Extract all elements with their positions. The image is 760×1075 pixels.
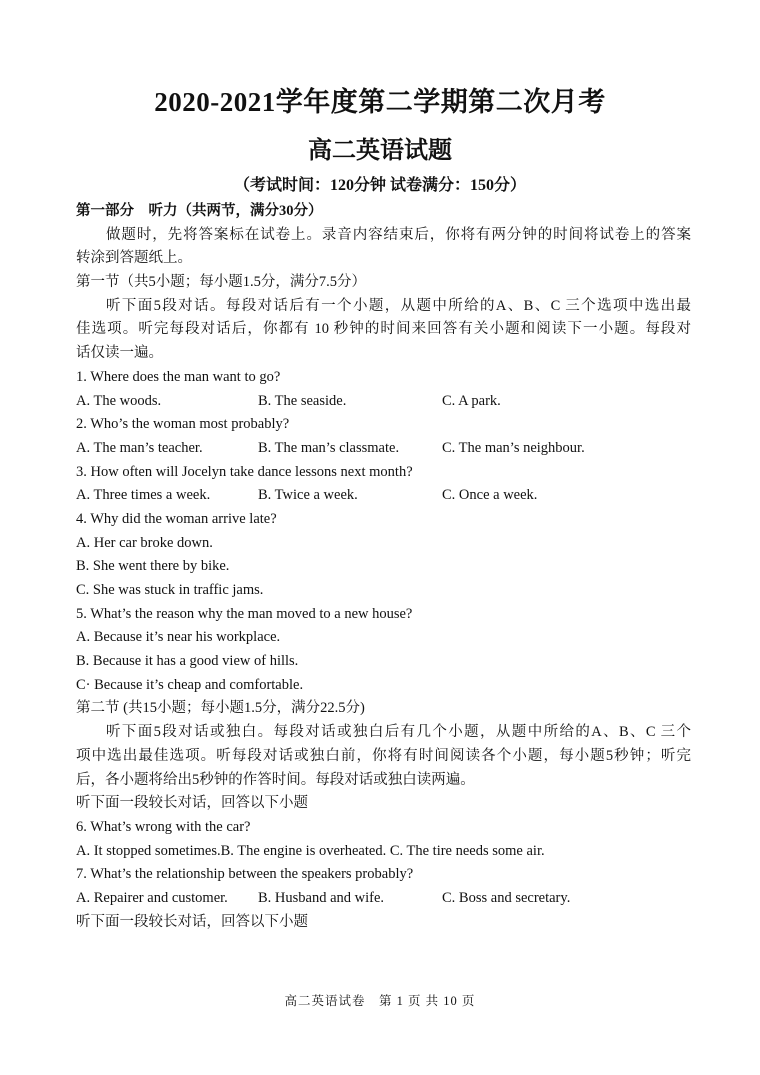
- section1-instr-line-2: 佳选项。听完每段对话后，你都有 10 秒钟的时间来回答有关小题和阅读下一小题。每段对: [76, 321, 691, 338]
- page-footer: 高二英语试卷 第 1 页 共 10 页: [284, 994, 476, 1008]
- options-q1: [76, 390, 691, 414]
- question-4: 4. Why did the woman arrive late?: [76, 510, 277, 527]
- option-a: A. Three times a week.: [76, 487, 211, 504]
- option-a: A. Because it’s near his workplace.: [76, 629, 281, 646]
- option-c: C. Once a week.: [442, 487, 538, 504]
- exam-info: （考试时间：120分钟 试卷满分：150分）: [233, 177, 526, 194]
- exam-subtitle: 高二英语试题: [308, 138, 452, 164]
- exam-title: 2020-2021学年度第二学期第二次月考: [154, 87, 606, 117]
- option-b: B. Husband and wife.: [258, 889, 385, 906]
- part1-intro-line-1: 做题时，先将答案标在试卷上。录音内容结束后，你将有两分钟的时间将试卷上的答案: [106, 226, 691, 243]
- option-c: C. Boss and secretary.: [442, 889, 571, 906]
- options-q6: A. It stopped sometimes.B. The engine is overheated. C. The tire needs some air.: [76, 842, 545, 859]
- option-c: C. A park.: [442, 392, 501, 409]
- question-1: 1. Where does the man want to go?: [76, 368, 281, 385]
- options-q3: [76, 484, 691, 508]
- part1-heading: 第一部分 听力（共两节，满分30分）: [76, 203, 323, 219]
- option-b: B. The man’s classmate.: [258, 439, 400, 456]
- options-q2: [76, 437, 691, 461]
- option-c: C. She was stuck in traffic jams.: [76, 582, 264, 598]
- options-q7: [76, 887, 691, 911]
- option-a: A. Repairer and customer.: [76, 889, 228, 906]
- section1-instr-line-3: 话仅读一遍。: [76, 345, 163, 362]
- question-3: 3. How often will Jocelyn take dance lessons next month?: [76, 463, 413, 480]
- section2-instr-line-2: 项中选出最佳选项。听每段对话或独白前，你将有时间阅读各个小题，每小题5秒钟；听完: [76, 747, 691, 764]
- listen-prompt-2: 听下面一段较长对话，回答以下小题: [76, 913, 308, 930]
- section2-instr-line-1: 听下面5段对话或独白。每段对话或独白后有几个小题，从题中所给的A、B、C 三个: [106, 724, 691, 741]
- section2-instr-line-3: 后，各小题将给出5秒钟的作答时间。每段对话或独白读两遍。: [76, 771, 475, 788]
- option-a: A. The man’s teacher.: [76, 439, 203, 456]
- option-a: A. Her car broke down.: [76, 534, 213, 551]
- option-a: A. The woods.: [76, 392, 162, 409]
- section1-instr-line-1: 听下面5段对话。每段对话后有一个小题，从题中所给的A、B、C 三个选项中选出最: [106, 297, 691, 314]
- question-2: 2. Who’s the woman most probably?: [76, 416, 290, 433]
- question-7: 7. What’s the relationship between the speakers probably?: [76, 866, 414, 883]
- listen-prompt: 听下面一段较长对话，回答以下小题: [76, 795, 308, 812]
- part1-intro-line-2: 转涂到答题纸上。: [76, 250, 192, 267]
- option-b: B. Twice a week.: [258, 487, 358, 504]
- option-c: C. The man’s neighbour.: [442, 439, 585, 456]
- section1-heading: 第一节（共5小题；每小题1.5分，满分7.5分）: [76, 274, 366, 291]
- option-c: C· Because it’s cheap and comfortable.: [76, 676, 304, 693]
- option-b: B. Because it has a good view of hills.: [76, 653, 299, 670]
- option-b: B. The seaside.: [258, 392, 347, 409]
- option-b: B. She went there by bike.: [76, 558, 230, 575]
- question-6: 6. What’s wrong with the car?: [76, 818, 251, 835]
- section2-heading: 第二节 (共15小题；每小题1.5分，满分22.5分): [76, 700, 365, 717]
- exam-content: [76, 200, 691, 934]
- question-5: 5. What’s the reason why the man moved to a new house?: [76, 605, 413, 622]
